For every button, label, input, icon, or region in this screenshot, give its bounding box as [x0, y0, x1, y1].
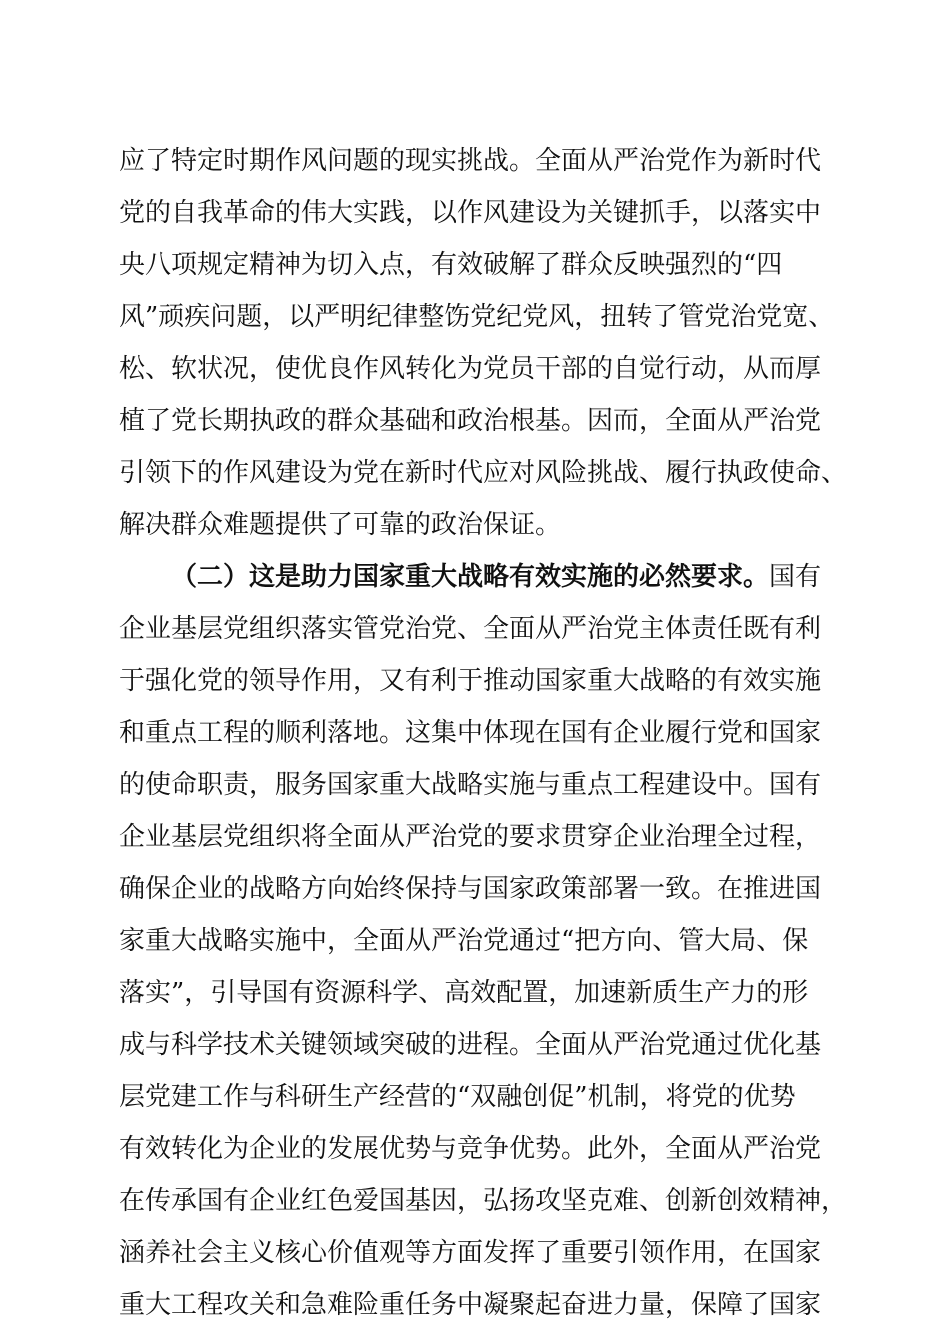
text-line: 引领下的作风建设为党在新时代应对风险挑战、履行执政使命、 — [119, 458, 848, 488]
text-line: 植了党长期执政的群众基础和政治根基。因而，全面从严治党 — [119, 406, 822, 436]
text-line: 企业基层党组织落实管党治党、全面从严治党主体责任既有利 — [119, 614, 822, 644]
text-line: 和重点工程的顺利落地。这集中体现在国有企业履行党和国家 — [119, 718, 822, 748]
text-line: 于强化党的领导作用，又有利于推动国家重大战略的有效实施 — [119, 666, 822, 696]
section-heading-line — [171, 552, 831, 602]
text-line: 的使命职责，服务国家重大战略实施与重点工程建设中。国有 — [119, 770, 822, 800]
text-line: 确保企业的战略方向始终保持与国家政策部署一致。在推进国 — [119, 874, 822, 904]
text-line: 有效转化为企业的发展优势与竞争优势。此外，全面从严治党 — [119, 1134, 822, 1164]
text-line: 松、软状况，使优良作风转化为党员干部的自觉行动，从而厚 — [119, 354, 822, 384]
text-line: 风”顽疾问题，以严明纪律整饬党纪党风，扭转了管党治党宽、 — [119, 302, 835, 332]
text-line: 成与科学技术关键领域突破的进程。全面从严治党通过优化基 — [119, 1030, 822, 1060]
text-line: 解决群众难题提供了可靠的政治保证。 — [119, 510, 562, 540]
heading-line-rest: 国有 — [769, 562, 822, 592]
text-line: 落实”，引导国有资源科学、高效配置，加速新质生产力的形 — [119, 978, 809, 1008]
text-line: 涵养社会主义核心价值观等方面发挥了重要引领作用，在国家 — [119, 1238, 822, 1268]
text-line: 层党建工作与科研生产经营的“双融创促”机制，将党的优势 — [119, 1082, 796, 1112]
text-line: 在传承国有企业红色爱国基因，弘扬攻坚克难、创新创效精神， — [119, 1186, 848, 1216]
section-heading: （二）这是助力国家重大战略有效实施的必然要求。 — [171, 562, 770, 592]
text-line: 家重大战略实施中，全面从严治党通过“把方向、管大局、保 — [119, 926, 809, 956]
text-line: 党的自我革命的伟大实践，以作风建设为关键抓手，以落实中 — [119, 198, 822, 228]
text-line: 应了特定时期作风问题的现实挑战。全面从严治党作为新时代 — [119, 146, 822, 176]
text-line: 重大工程攻关和急难险重任务中凝聚起奋进力量，保障了国家 — [119, 1290, 822, 1320]
text-line: 央八项规定精神为切入点，有效破解了群众反映强烈的“四 — [119, 250, 783, 280]
text-line: 企业基层党组织将全面从严治党的要求贯穿企业治理全过程， — [119, 822, 822, 852]
